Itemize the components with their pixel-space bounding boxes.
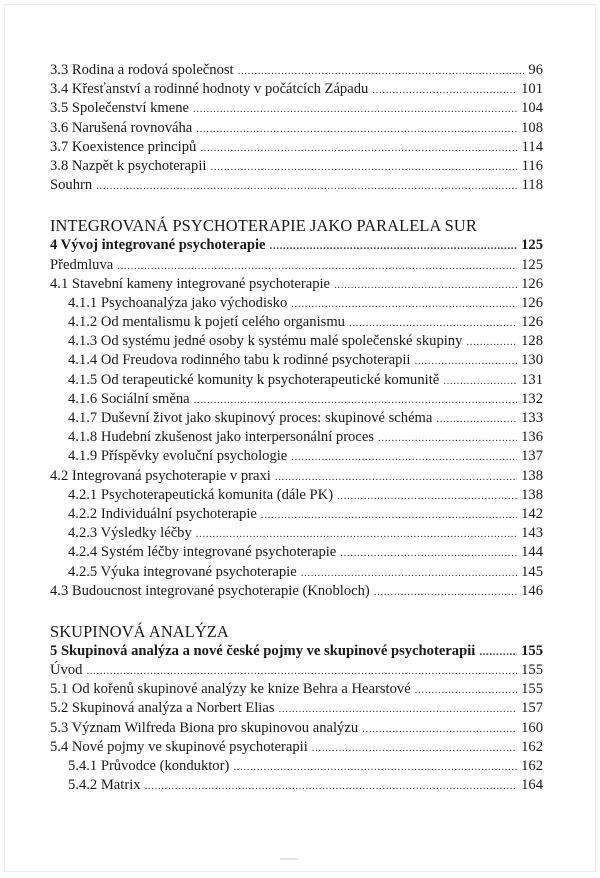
page-number: 131	[521, 371, 543, 388]
toc-entry	[50, 256, 543, 275]
toc-entry	[50, 661, 543, 680]
page-number: 101	[521, 81, 543, 98]
entry-title: Úvod	[50, 662, 83, 679]
entry-title: 4.1.3 Od systému jedné osoby k systému malé společenské skupiny	[68, 333, 463, 350]
toc-subsection-entry	[50, 505, 543, 524]
dot-leader	[145, 777, 518, 796]
dot-leader	[291, 295, 517, 314]
entry-title: 5 Skupinová analýza a nové české pojmy ve skupinové psychoterapii	[50, 642, 476, 659]
entry-title: 4.1.4 Od Freudova rodinného tabu k rodinné psychoterapii	[68, 352, 411, 369]
toc-section	[50, 601, 543, 796]
page-number: 132	[521, 390, 543, 407]
entry-title: 4.2.2 Individuální psychoterapie	[68, 505, 257, 522]
page-number: 138	[521, 486, 543, 503]
dot-leader	[196, 525, 517, 544]
toc-entry	[50, 157, 543, 176]
entry-title: 3.3 Rodina a rodová společnost	[50, 62, 234, 78]
dot-leader	[291, 448, 517, 467]
toc-subsection-entry	[50, 409, 543, 428]
toc-subsection-entry	[50, 332, 543, 351]
page-number: 146	[521, 582, 543, 599]
section-spacer	[50, 195, 543, 215]
page-number: 133	[521, 410, 543, 426]
entry-title: 4 Vývoj integrované psychoterapie	[50, 237, 266, 254]
page-number: 137	[521, 448, 543, 465]
dot-leader	[372, 81, 517, 100]
toc-section	[50, 195, 543, 601]
entry-title: 4.1.8 Hudební zkušenost jako interpersonální proces	[68, 429, 374, 446]
toc-entry	[50, 699, 543, 718]
page-number: 142	[521, 505, 543, 522]
page-number: 157	[521, 700, 543, 717]
toc-entry	[50, 99, 543, 118]
part-title: SKUPINOVÁ ANALÝZA	[50, 621, 229, 641]
entry-title: 4.1.5 Od terapeutické komunity k psychoterapeutické komunitě	[68, 371, 440, 388]
page-number: 164	[521, 777, 543, 794]
toc-subsection-entry	[50, 563, 543, 582]
entry-title: 4.2.3 Výsledky léčby	[68, 525, 192, 542]
entry-title: 4.3 Budoucnost integrované psychoterapie (Knobloch)	[50, 582, 370, 599]
section-spacer	[50, 601, 543, 621]
toc-entry	[50, 275, 543, 294]
entry-title: 3.8 Nazpět k psychoterapii	[50, 157, 207, 174]
page-number: 143	[521, 525, 543, 542]
toc-subsection-entry	[50, 543, 543, 562]
table-of-contents	[50, 61, 543, 795]
dot-leader	[210, 158, 517, 177]
toc-subsection-entry	[50, 486, 543, 505]
entry-title: 4.2 Integrovaná psychoterapie v praxi	[50, 467, 271, 484]
dot-leader	[193, 100, 517, 119]
toc-entry	[50, 176, 543, 195]
toc-subsection-entry	[50, 428, 543, 447]
page-number: 155	[521, 642, 543, 659]
toc-subsection-entry	[50, 447, 543, 466]
dot-leader	[340, 544, 517, 563]
page-number: 155	[521, 681, 543, 698]
page-number: 160	[521, 719, 543, 736]
dot-leader	[362, 720, 517, 739]
toc-subsection-entry	[50, 313, 543, 332]
page-number: 162	[521, 738, 543, 755]
page-number: 96	[528, 62, 543, 78]
entry-title: 4.1.6 Sociální směna	[68, 390, 190, 407]
dot-leader	[270, 237, 518, 256]
toc-entry	[50, 719, 543, 738]
dot-leader	[200, 139, 517, 158]
entry-title: 5.4 Nové pojmy ve skupinové psychoterapii	[50, 738, 308, 755]
page-number: 126	[521, 294, 543, 311]
page-number: 145	[521, 563, 543, 580]
entry-title: 4.1.9 Příspěvky evoluční psychologie	[68, 448, 288, 465]
page-number: 128	[521, 333, 543, 350]
page-number: 116	[521, 157, 543, 174]
toc-subsection-entry	[50, 390, 543, 409]
toc-subsection-entry	[50, 294, 543, 313]
entry-title: 3.4 Křesťanství a rodinné hodnoty v počátcích Západu	[50, 81, 369, 98]
dot-leader	[196, 120, 517, 139]
entry-title: 4.2.5 Výuka integrované psychoterapie	[68, 563, 297, 580]
page-number: 118	[521, 177, 543, 194]
page-number: 126	[521, 314, 543, 331]
entry-title: 4.1.1 Psychoanalýza jako východisko	[68, 294, 288, 311]
dot-leader	[443, 372, 517, 391]
toc-entry	[50, 138, 543, 157]
toc-chapter-entry	[50, 642, 543, 661]
page-number: 108	[521, 119, 543, 136]
page-number: 125	[521, 256, 543, 273]
dot-leader	[96, 177, 517, 196]
toc-subsection-entry	[50, 757, 543, 776]
page-number: 162	[521, 758, 543, 774]
page-number: 138	[521, 467, 543, 484]
dot-leader	[301, 564, 517, 583]
dot-leader	[312, 739, 517, 758]
toc-entry	[50, 61, 543, 80]
page-number: 155	[521, 662, 543, 679]
dot-leader	[275, 468, 517, 487]
page-number: 130	[521, 352, 543, 369]
page-number: 126	[521, 275, 543, 292]
dot-leader	[466, 333, 517, 352]
entry-title: 5.4.2 Matrix	[68, 777, 141, 794]
toc-subsection-entry	[50, 351, 543, 370]
part-title: INTEGROVANÁ PSYCHOTERAPIE JAKO PARALELA SUR	[50, 216, 477, 236]
dot-leader	[415, 681, 517, 700]
entry-title: 3.5 Společenství kmene	[50, 100, 190, 117]
toc-entry	[50, 582, 543, 601]
dot-leader	[279, 700, 518, 719]
toc-section	[50, 61, 543, 195]
entry-title: Souhrn	[50, 177, 93, 194]
dot-leader	[349, 314, 517, 333]
entry-title: 4.1 Stavební kameny integrované psychoterapie	[50, 275, 331, 292]
page-number: 144	[521, 544, 543, 561]
dot-leader	[337, 487, 517, 506]
entry-title: 4.1.2 Od mentalismu k pojetí celého organismu	[68, 314, 345, 331]
page-number: 136	[521, 429, 543, 446]
toc-entry	[50, 680, 543, 699]
dot-leader	[374, 583, 517, 602]
toc-subsection-entry	[50, 371, 543, 390]
entry-title: 5.4.1 Průvodce (konduktor)	[68, 758, 230, 774]
entry-title: 3.6 Narušená rovnováha	[50, 119, 193, 136]
toc-subsection-entry	[50, 524, 543, 543]
dot-leader	[117, 257, 517, 276]
dot-leader	[86, 662, 517, 681]
entry-title: Předmluva	[50, 256, 114, 273]
entry-title: 5.2 Skupinová analýza a Norbert Elias	[50, 700, 275, 717]
entry-title: 4.2.1 Psychoterapeutická komunita (dále PK)	[68, 486, 334, 503]
toc-entry	[50, 80, 543, 99]
toc-entry	[50, 467, 543, 486]
dot-leader	[378, 429, 517, 448]
dot-leader	[238, 62, 525, 81]
scan-smudge	[280, 858, 298, 860]
dot-leader	[436, 410, 517, 429]
toc-subsection-entry	[50, 776, 543, 795]
page-number: 125	[521, 237, 543, 254]
entry-title: 5.1 Od kořenů skupinové analýzy ke knize Behra a Hearstové	[50, 681, 411, 698]
toc-entry	[50, 738, 543, 757]
page-number: 114	[521, 138, 543, 155]
dot-leader	[414, 352, 517, 371]
dot-leader	[194, 391, 518, 410]
dot-leader	[261, 506, 517, 525]
dot-leader	[479, 643, 517, 662]
toc-entry	[50, 119, 543, 138]
entry-title: 3.7 Koexistence principů	[50, 138, 197, 155]
dot-leader	[334, 276, 517, 295]
page-number: 104	[521, 100, 543, 117]
toc-chapter-entry	[50, 236, 543, 255]
dot-leader	[233, 758, 517, 777]
entry-title: 4.1.7 Duševní život jako skupinový proces: skupinové schéma	[68, 410, 433, 426]
entry-title: 4.2.4 Systém léčby integrované psychoterapie	[68, 544, 337, 561]
entry-title: 5.3 Význam Wilfreda Biona pro skupinovou analýzu	[50, 719, 359, 736]
